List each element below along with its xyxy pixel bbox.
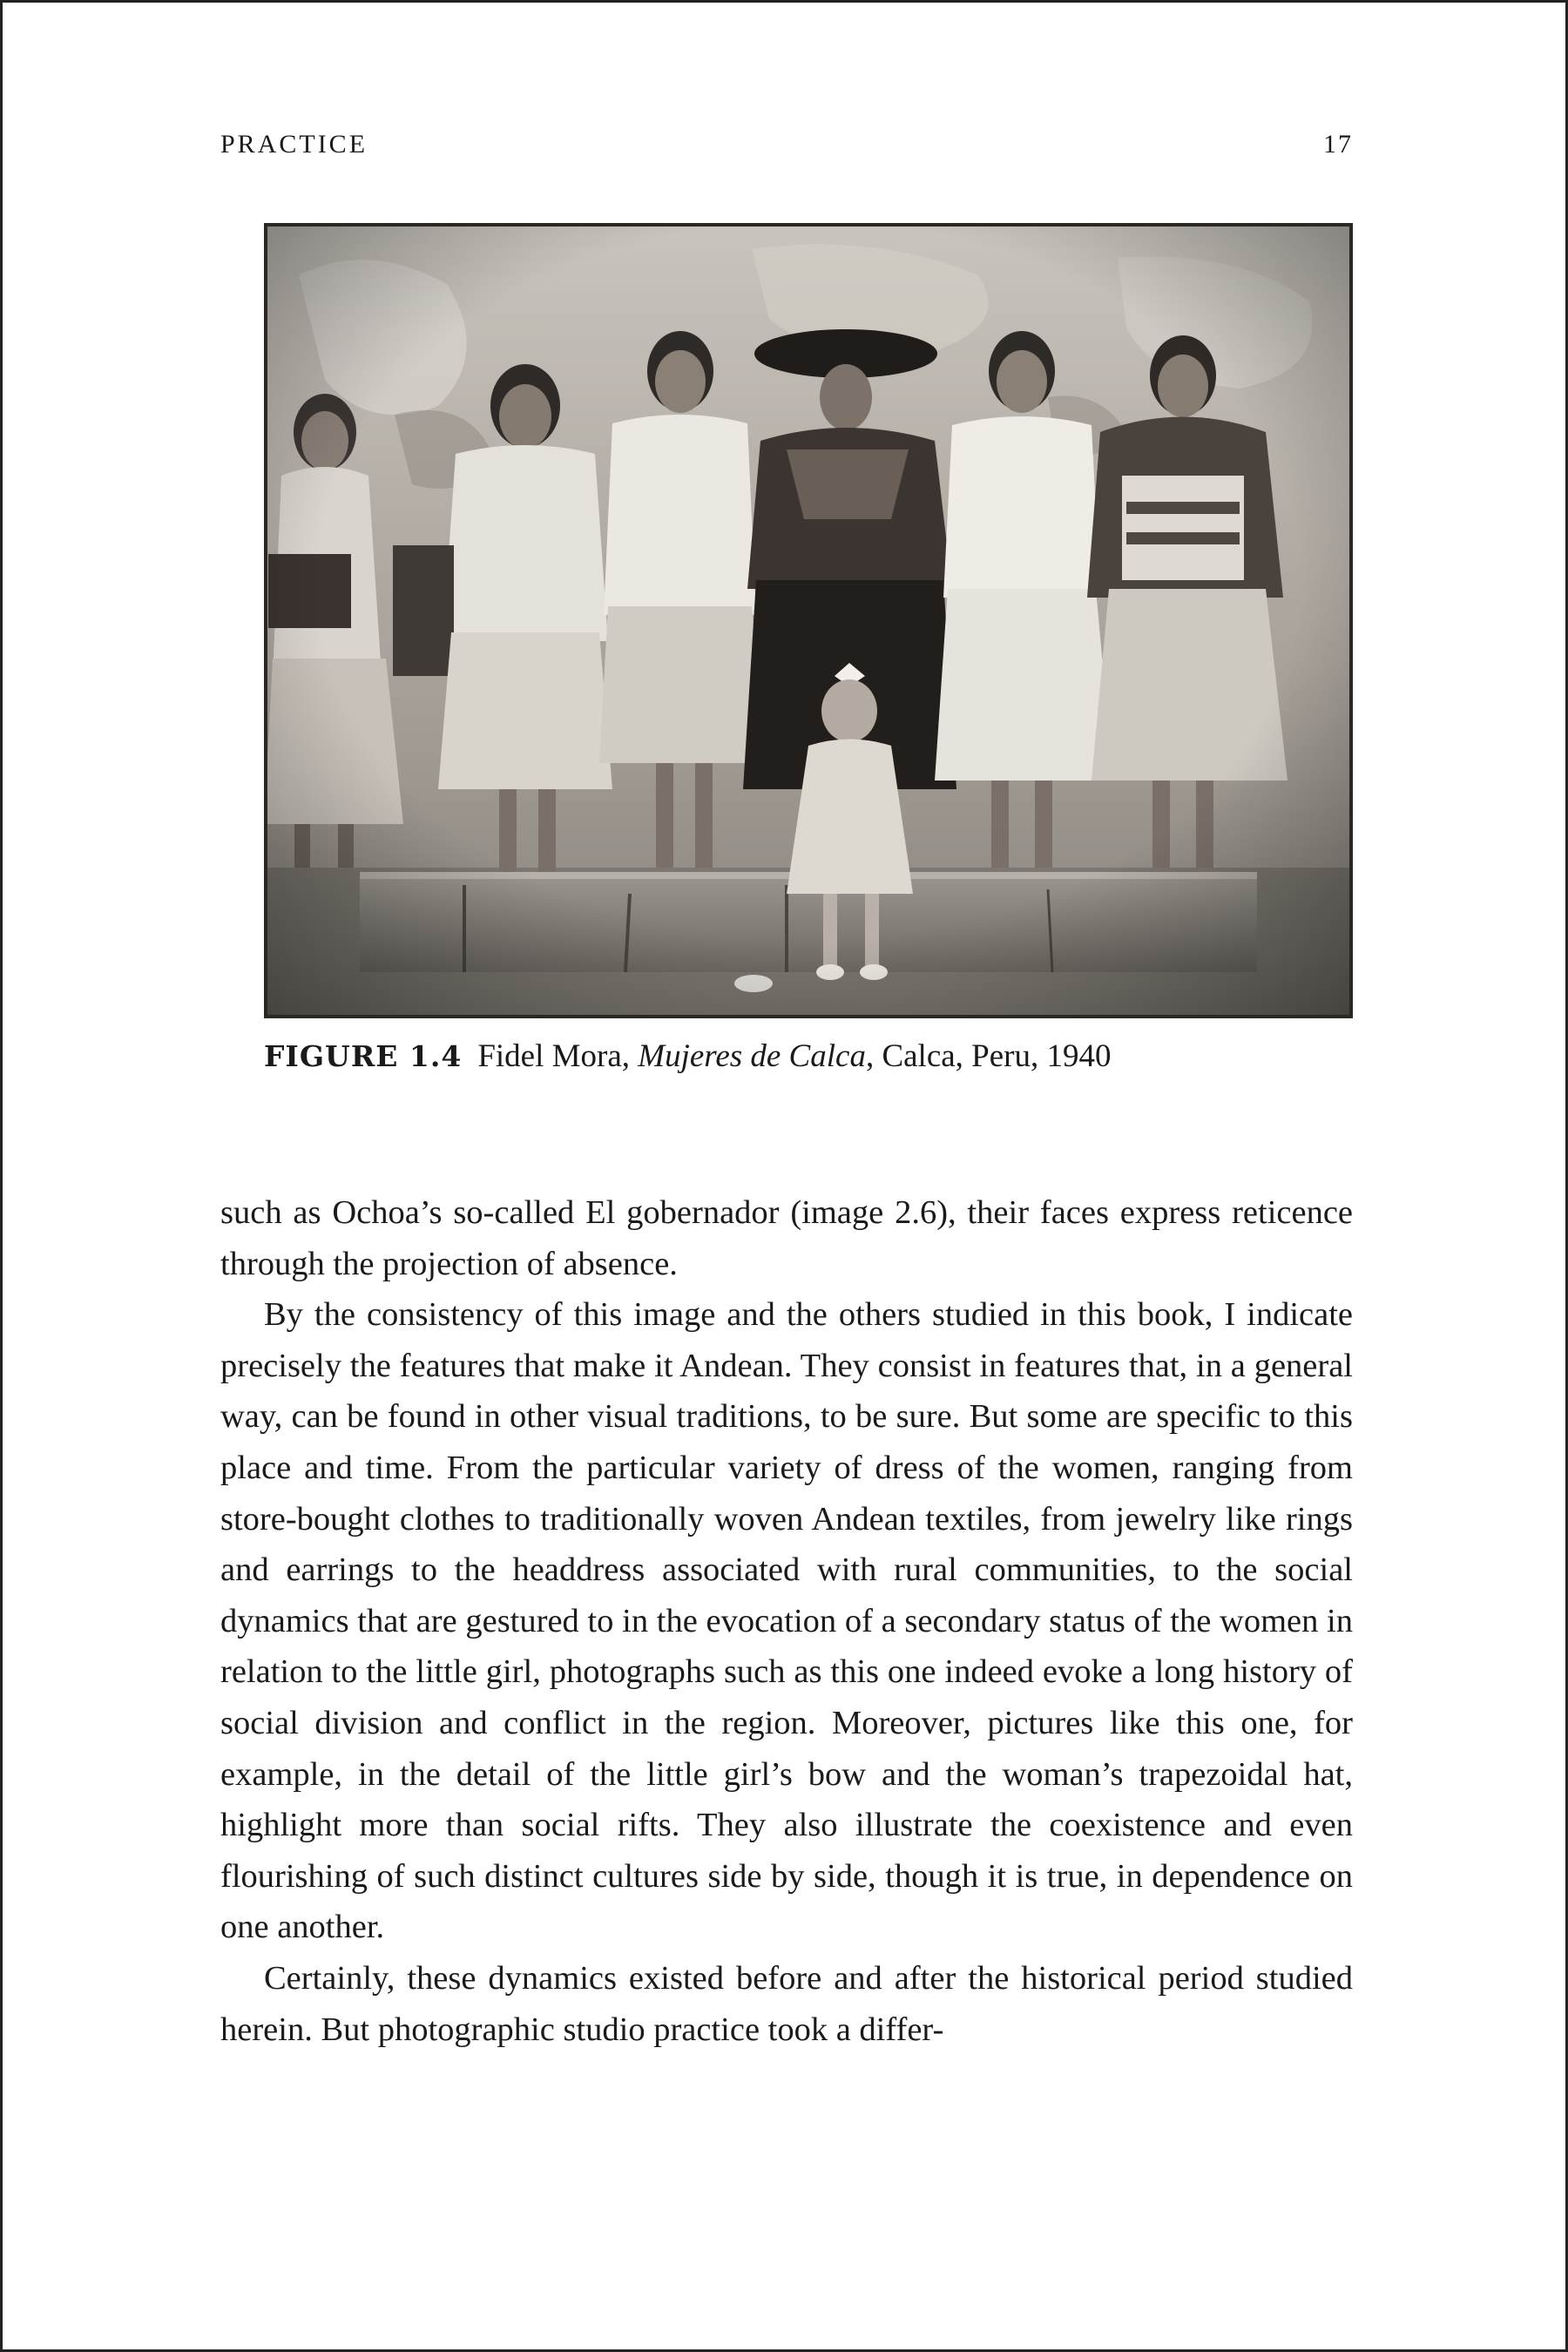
running-head (220, 127, 1353, 162)
paragraph-3: Certainly, these dynamics existed before and after the historical period studied herein. But photographic studio practice took a differ- (220, 1959, 1353, 2048)
figure-photographer: Fidel Mora, (477, 1038, 631, 1074)
figure-photograph (264, 223, 1353, 1018)
figure-label: FIGURE 1.4 (264, 1039, 463, 1073)
section-title: PRACTICE (220, 130, 368, 159)
photograph-women-of-calca (264, 223, 1353, 1018)
figure-title: Mujeres de Calca (638, 1038, 866, 1074)
page-number: 17 (1323, 130, 1353, 159)
figure-place-date: , Calca, Peru, 1940 (865, 1038, 1112, 1074)
figure-caption (264, 1035, 1353, 1078)
body-text (220, 1187, 1353, 2055)
paragraph-2: By the consistency of this image and the others studied in this book, I indicate precisely the features that make it Andean. They consist in features that, in a general way, can be found in other visual traditions, to be sure. But some are specific to this place and time. From the particular variety of dress of the women, ranging from store-bought clothes to traditionally woven Andean textiles, from jewelry like rings and earrings to the headdress associated with rural communities, to the social dynamics that are gestured to in the evocation of a secondary status of the women in relation to the little girl, photographs such as this one indeed evoke a long history of social division and conflict in the region. Moreover, pictures like this one, for example, in the detail of the little girl’s bow and the woman’s trapezoidal hat, highlight more than social rifts. They also illustrate the coexistence and even flourishing of such distinct cultures side by side, though it is true, in dependence on one another. (220, 1296, 1353, 1946)
paragraph-1: such as Ochoa’s so-called El gobernador (image 2.6), their faces express reticence through the projection of absence. (220, 1194, 1353, 1282)
